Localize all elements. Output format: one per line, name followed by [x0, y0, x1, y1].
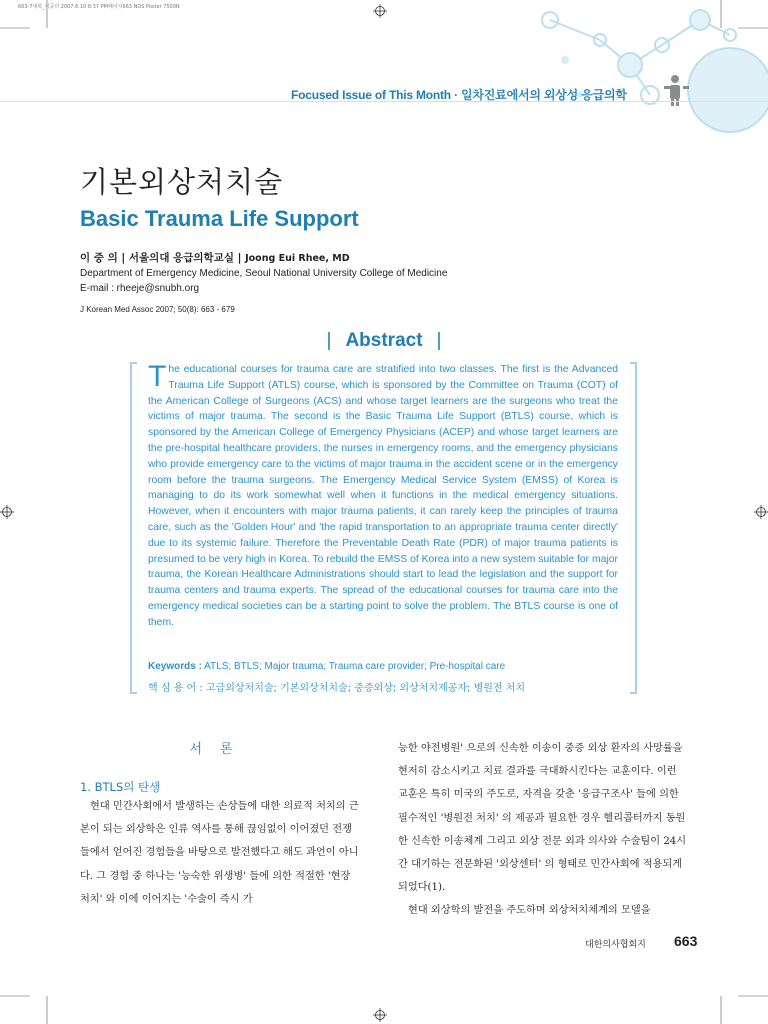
citation: J Korean Med Assoc 2007; 50(8): 663 - 679	[80, 305, 235, 314]
abstract-heading	[0, 330, 768, 352]
korean-keywords	[148, 679, 525, 694]
footer-journal: 대한의사협회지	[585, 940, 646, 950]
heading-bar-left: |	[326, 330, 332, 351]
abstract-body	[148, 362, 618, 631]
body-paragraph: 현대 외상학의 발전을 주도하며 외상처치체계의 모델을	[408, 905, 651, 917]
heading-bar-right: |	[436, 330, 442, 351]
body-column-right	[398, 737, 688, 923]
korean-title: 기본외상처치술	[80, 165, 284, 199]
abstract-dropcap: T	[148, 360, 167, 393]
body-paragraph: 현대 민간사회에서 발생하는 손상들에 대한 의료적 처치의 근본이 되는 외상학은 인류 역사를 통해 끊임없이 이어졌던 전쟁들에서 얻어진 경험들을 바탕으로 발전했다고 해도 과언이 아니다. 그 경험 중 하나는 '능숙한 위생병' 들에 의한 적절한 '현장 처치' 와 이에 이어지는 '수술이 즉시 가	[80, 801, 359, 905]
keywords-label: Keywords :	[148, 661, 202, 672]
page-number: 663	[674, 933, 698, 949]
author-line	[80, 250, 350, 265]
abstract-text: he educational courses for trauma care are stratified into two classes. The first is the Advanced Trauma Life Support (ATLS) course, which is sponsored by the Committee on Trauma (COT) of the American College of Surgeons (ACS) and whose target learners are the surgeons who treat the victims of major trauma. The second is the Basic Trauma Life Support (BTLS) course, which is sponsored by the American College of Emergency Physicians (ACEP) and whose target learners are the pre-hospital healthcare providers, the nurses in emergency rooms, and the emergency physicians who provide emergency care to the victims of major trauma in the accident scene or in the emergency room before the trauma surgeons. The Emergency Medical Service System (EMSS) of Korea is managing to do its work somewhat well when it functions in the medical emergency situations. However, when it encounters with major trauma patients, it can rarely keep the principles of trauma care, such as the 'Golden Hour' and 'the rapid transportation to an appropriate trauma center directly' due to its systemic failure. Therefore the Preventable Death Rate (PDR) of major trauma patients is presumed to be very high in Korea. To rebuild the EMSS of Korea into a new system suitable for major trauma, the Korean Healthcare Administrations should start to lead the legislation and the support for trauma centers and trauma experts. The spread of the educational courses for trauma care into the emergency medical societies can be a starting point to solve the problem. The BTLS course is one of them.	[148, 364, 618, 628]
molecule-decoration-icon	[400, 0, 768, 160]
korean-keywords-values: 고급외상처치술; 기본외상처치술; 중증외상; 외상처치제공자; 병원전 처치	[202, 683, 526, 694]
keywords	[148, 661, 505, 672]
abstract-heading-text: Abstract	[345, 330, 423, 351]
section-title: 서론	[189, 742, 251, 757]
author-english: Joong Eui Rhee, MD	[245, 253, 350, 264]
korean-keywords-label: 핵 심 용 어 :	[148, 683, 203, 694]
english-title: Basic Trauma Life Support	[80, 206, 359, 231]
issue-label: Focused Issue of This Month · 일차진료에서의 외상성 응급의학	[291, 88, 627, 102]
body-paragraph: 능한 야전병원' 으로의 신속한 이송이 중증 외상 환자의 사망률을 현저히 감소시키고 치료 결과를 극대화시킨다는 교훈이다. 이런 교훈은 특히 미국의 주도로, 자격을 갖춘 '응급구조사' 들에 의한 필수적인 '병원전 처치' 의 제공과 필요한 경우 헬리콥터까지 동원한 신속한 이송체계 그리고 외상 전문 외과 의사와 수술팀이 24시간 대기하는 전문화된 '외상센터' 의 형태로 민간사회에 적용되게 되었다(1).	[398, 743, 687, 894]
author-korean: 이 중 의 | 서울의대 응급의학교실 |	[80, 252, 246, 264]
abstract-bracket-right	[630, 362, 637, 694]
keywords-values: ATLS; BTLS; Major trauma; Trauma care provider; Pre-hospital care	[201, 661, 506, 672]
subsection-title: 1. BTLS의 탄생	[80, 780, 161, 794]
abstract-bracket-left	[130, 362, 137, 694]
body-column-left	[80, 795, 360, 911]
print-slug: 663-7대학_이중의 2007.6.10 8:37 PM페이지663 NOS Poster 7500N	[18, 4, 180, 10]
email: E-mail : rheeje@snubh.org	[80, 283, 200, 294]
affiliation: Department of Emergency Medicine, Seoul National University College of Medicine	[80, 268, 448, 279]
